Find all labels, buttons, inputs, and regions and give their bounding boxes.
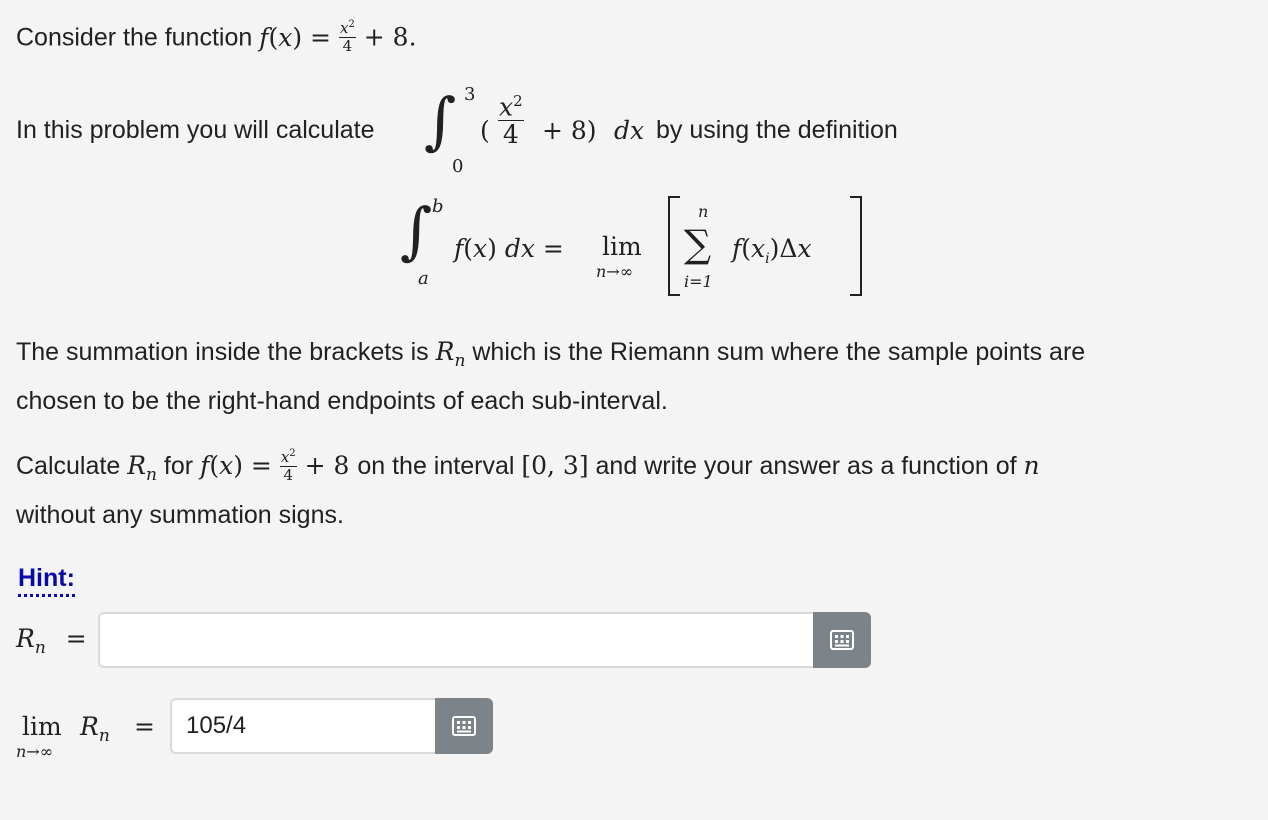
interval: [0, 3] [521, 451, 589, 480]
para2-line-2: without any summation signs. [16, 501, 344, 529]
equals-sign: = [134, 712, 155, 741]
paragraph-1 [16, 332, 1085, 421]
para2-text-a: Calculate [16, 452, 121, 480]
integral-expression [424, 84, 659, 180]
Rn-label: $R_n$ = [16, 624, 87, 658]
limit-answer-input[interactable] [170, 698, 435, 754]
Rn-symbol-2: $R_n$ [127, 451, 157, 485]
para2-text-d: and write your answer as a function of [595, 452, 1017, 480]
para2-text-b: for [163, 452, 194, 480]
lim-label: lim [602, 232, 642, 261]
integral-sign: ∫ [424, 84, 457, 157]
answer-2-group [170, 698, 493, 754]
Rn-answer-input[interactable] [98, 612, 813, 668]
question-line-2 [16, 116, 375, 145]
sum-upper: n [698, 202, 709, 221]
riemann-definition [400, 190, 870, 300]
para1-line-2: chosen to be the right-hand endpoints of each sub-interval. [16, 387, 668, 415]
x-squared-over-4: $\frac{x^2}{4}$ [499, 92, 523, 150]
para1-text-a: The summation inside the brackets is [16, 338, 429, 366]
lim-label-2: lim [22, 712, 62, 741]
lim-subscript-2: n→∞ [16, 742, 54, 761]
intro-text-2: In this problem you will calculate [16, 116, 375, 144]
integrand-tail: + 8) [542, 116, 597, 145]
para2-text-c: on the interval [357, 452, 515, 480]
hint-link[interactable] [18, 564, 75, 593]
left-bracket [668, 196, 680, 296]
outro-text: by using the definition [656, 116, 898, 144]
keyboard-icon [452, 716, 476, 736]
keyboard-icon [830, 630, 854, 650]
paragraph-2 [16, 446, 1040, 535]
upper-limit-b: b [432, 196, 444, 217]
Rn-symbol: $R_n$ [435, 337, 466, 371]
lim-subscript: n→∞ [596, 262, 634, 281]
function-definition: f(x) = $\frac{x^2}{4}$ [259, 19, 355, 55]
math-keyboard-button-1[interactable] [813, 612, 871, 668]
sum-lower: i=1 [684, 272, 713, 291]
dx: dx [614, 116, 645, 145]
intro-text: Consider the function [16, 23, 253, 52]
integral-sign-def: ∫ [400, 194, 433, 267]
sum-term: $f(x_i)\Delta x$ [732, 234, 812, 267]
question-line-1 [16, 19, 417, 56]
open-paren: ( [480, 116, 490, 145]
right-bracket [850, 196, 862, 296]
sigma: ∑ [684, 222, 712, 266]
function-constant: + 8. [363, 22, 417, 52]
hint-label[interactable]: Hint: [18, 564, 75, 597]
answer-1-group [98, 612, 871, 668]
math-keyboard-button-2[interactable] [435, 698, 493, 754]
limit-label [16, 712, 166, 772]
function-definition-2: f(x) = $\frac{x^2}{4}$ + 8 [200, 447, 358, 484]
integral-lower-limit: 0 [452, 156, 464, 177]
n-symbol: n [1023, 451, 1040, 480]
integral-upper-limit: 3 [464, 84, 476, 105]
fx-dx: f(x) dx = [454, 234, 564, 263]
lower-limit-a: a [418, 268, 429, 289]
para1-text-b: which is the Riemann sum where the sample points are [472, 338, 1086, 366]
Rn-symbol-3: $R_n$ [80, 712, 110, 746]
